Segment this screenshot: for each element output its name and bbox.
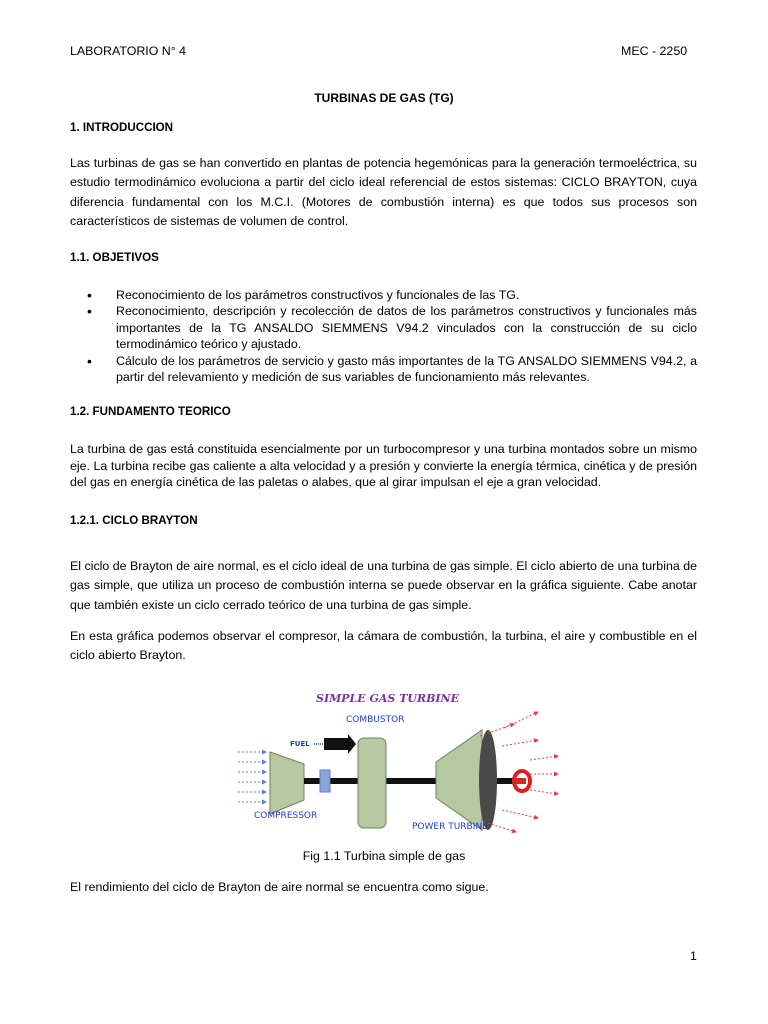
section-heading-fundamento: 1.2. FUNDAMENTO TEORICO	[70, 405, 231, 418]
brayton-paragraph-2: En esta gráfica podemos observar el compresor, la cámara de combustión, la turbina, el aire y combustible en el ciclo abierto Brayton.	[70, 629, 697, 663]
list-item	[87, 303, 697, 352]
intro-paragraph: Las turbinas de gas se han convertido en plantas de potencia hegemónicas para la generación termoeléctrica, su estudio termodinámico evoluciona a partir del ciclo ideal referencial de estos sistemas: CICLO BRAYTON, cuya diferencia fundamental con los M.C.I. (Motores de combustión interna) es que todos sus procesos son característicos de sistemas de volumen de control.	[70, 156, 697, 228]
section-heading-objetivos: 1.1. OBJETIVOS	[70, 251, 159, 264]
combustor-chamber	[358, 738, 386, 828]
combustor-label: COMBUSTOR	[346, 715, 405, 725]
list-item	[87, 287, 697, 303]
fundamento-paragraph: La turbina de gas está constituida esencialmente por un turbocompresor y una turbina montados sobre un mismo eje. La turbina recibe gas caliente a alta velocidad y a presión y convierte la energía térmica, cinética y de presión del gas en energía cinética de las paletas o alabes, que al girar impulsan el eje a gran velocidad.	[70, 442, 697, 490]
figure-caption: Fig 1.1 Turbina simple de gas	[302, 849, 466, 863]
header-right: MEC - 2250	[621, 44, 688, 58]
bullet-icon: •	[87, 352, 92, 369]
list-item	[87, 353, 697, 386]
bullet-icon: •	[87, 303, 92, 320]
closing-paragraph: El rendimiento del ciclo de Brayton de aire normal se encuentra como sigue.	[70, 880, 489, 894]
compressor-shape	[270, 752, 304, 814]
power-turbine-shape	[436, 730, 482, 830]
figure-title: SIMPLE GAS TURBINE	[316, 692, 459, 705]
air-inlet-arrows	[238, 752, 266, 802]
turbine-disc	[479, 730, 497, 830]
section-heading-ciclo-brayton: 1.2.1. CICLO BRAYTON	[70, 514, 198, 527]
header-left: LABORATORIO N° 4	[70, 44, 187, 58]
fuel-arrow	[324, 734, 356, 754]
compressor-label: COMPRESSOR	[254, 811, 318, 821]
output-coupling-icon	[514, 771, 530, 791]
bullet-icon: •	[87, 287, 92, 303]
document-title: TURBINAS DE GAS (TG)	[314, 91, 454, 105]
coupling	[320, 770, 330, 792]
objetivos-list	[87, 287, 697, 385]
page-number: 1	[690, 949, 697, 963]
simple-gas-turbine-figure	[238, 688, 560, 834]
power-turbine-label: POWER TURBINE	[412, 822, 488, 832]
fuel-label: FUEL	[290, 740, 310, 748]
list-item-text: Cálculo de los parámetros de servicio y gasto más importantes de la TG ANSALDO SIEMMENS V94.2, a partir del relevamiento y medición de sus variables de funcionamiento más relevantes.	[116, 353, 697, 385]
list-item-text: Reconocimiento, descripción y recolección de datos de los parámetros constructivos y funcionales más importantes de la TG ANSALDO SIEMMENS V94.2 vinculados con la construcción de su ciclo termodinámico teórico y ajustado.	[116, 304, 697, 352]
list-item-text: Reconocimiento de los parámetros constructivos y funcionales de las TG.	[116, 288, 520, 302]
brayton-paragraph-1: El ciclo de Brayton de aire normal, es el ciclo ideal de una turbina de gas simple. El ciclo abierto de una turbina de gas simple, que utiliza un proceso de combustión interna se puede observar en la gráfica siguiente. Cabe anotar que también existe un ciclo cerrado teórico de una turbina de gas simple.	[70, 559, 697, 612]
section-heading-introduccion: 1. INTRODUCCION	[70, 121, 174, 134]
